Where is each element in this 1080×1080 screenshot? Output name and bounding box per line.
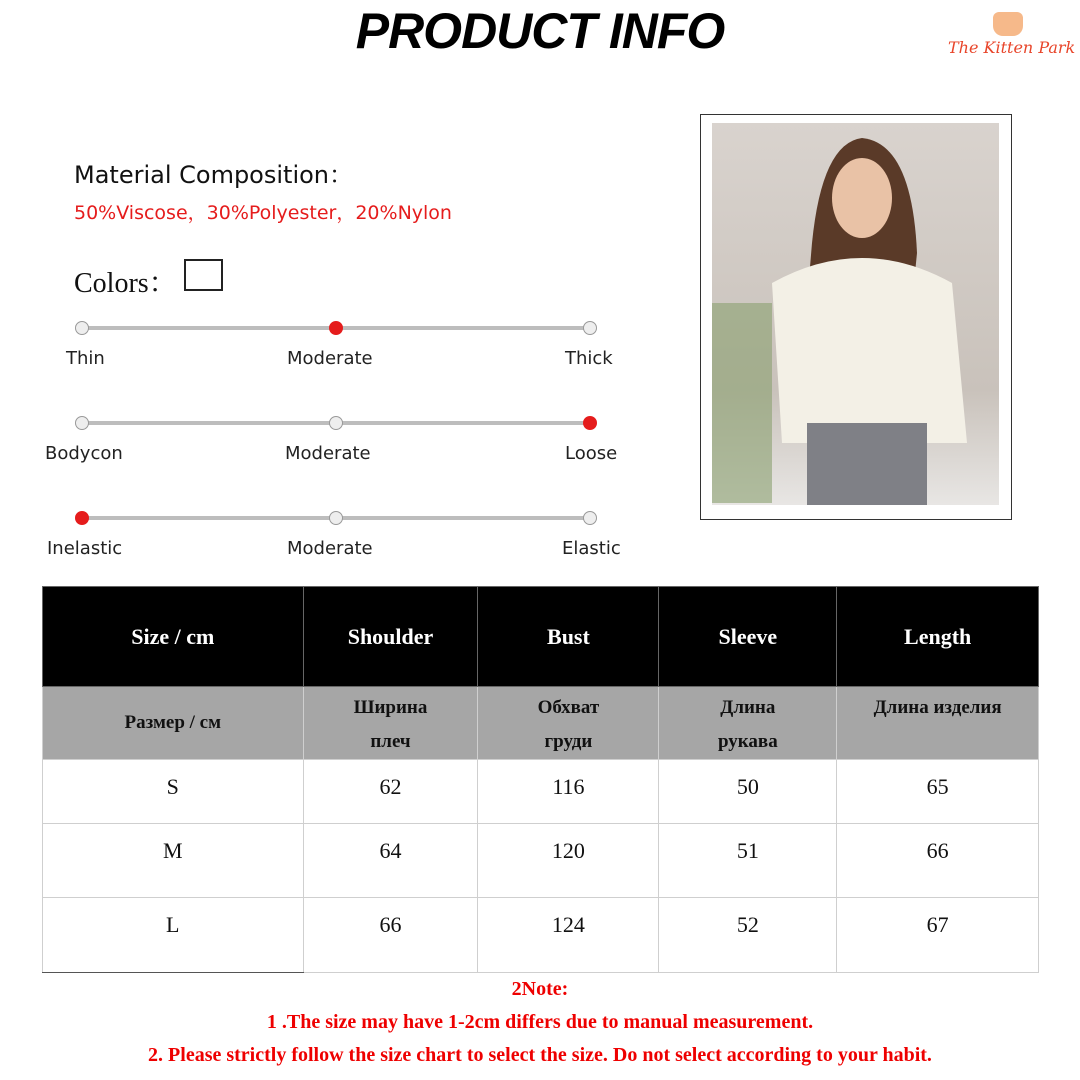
scale-dot	[583, 321, 597, 335]
scale-label: Moderate	[285, 443, 371, 464]
notes-title: 2Note:	[511, 978, 569, 1000]
cell: M	[43, 824, 304, 898]
page-title: PRODUCT INFO	[355, 3, 725, 59]
scale-bar	[82, 516, 590, 520]
header-cell: Sleeve	[659, 587, 837, 687]
table-row	[43, 824, 1039, 898]
cell: 116	[478, 760, 659, 824]
scale-label: Inelastic	[47, 538, 123, 559]
scale-dot	[329, 511, 343, 525]
scale-dot	[329, 416, 343, 430]
subheader-row	[43, 687, 1039, 760]
scale-label: Thin	[66, 348, 105, 369]
scale-dot	[75, 321, 89, 335]
cell: 120	[478, 824, 659, 898]
product-photo	[712, 123, 999, 505]
scale-dot-selected	[75, 511, 89, 525]
logo-text: The Kitten Park	[948, 38, 1076, 57]
scale-bar	[82, 326, 590, 330]
scale-dot-selected	[329, 321, 343, 335]
note-line: 2. Please strictly follow the size chart to select the size. Do not select according to your habit.	[148, 1044, 932, 1066]
note-line: 1 .The size may have 1-2cm differs due to manual measurement.	[266, 1011, 814, 1033]
material-label: Material Composition：	[74, 161, 354, 189]
scale-label: Moderate	[287, 538, 373, 559]
cell: 51	[659, 824, 837, 898]
scale-dot	[75, 416, 89, 430]
cell: 65	[837, 760, 1039, 824]
cell: 52	[659, 898, 837, 973]
cell: L	[43, 898, 304, 973]
header-cell: Length	[837, 587, 1039, 687]
scale-label: Bodycon	[45, 443, 123, 464]
cell: 50	[659, 760, 837, 824]
subheader-cell: Обхват груди	[478, 687, 659, 760]
scale-bar	[82, 421, 590, 425]
color-swatch-white	[184, 259, 223, 291]
cell: 66	[303, 898, 478, 973]
size-chart	[42, 586, 1039, 973]
scale-label: Loose	[565, 443, 618, 464]
header-row	[43, 587, 1039, 687]
header-cell: Size / cm	[43, 587, 304, 687]
material-value: 50%Viscose，30%Polyester，20%Nylon	[74, 202, 452, 224]
table-row	[43, 760, 1039, 824]
cell: 64	[303, 824, 478, 898]
subheader-cell: Длина изделия	[837, 687, 1039, 760]
scale-dot	[583, 511, 597, 525]
scale-label: Moderate	[287, 348, 373, 369]
subheader-cell: Ширина плеч	[303, 687, 478, 760]
brand-logo	[948, 12, 1076, 72]
cell: 67	[837, 898, 1039, 973]
cat-icon	[993, 12, 1023, 36]
scale-label: Elastic	[562, 538, 621, 559]
table-row	[43, 898, 1039, 973]
colors-label: Colors：	[74, 268, 177, 299]
header-cell: Bust	[478, 587, 659, 687]
scale-label: Thick	[565, 348, 613, 369]
subheader-cell: Размер / см	[43, 687, 304, 760]
cell: 66	[837, 824, 1039, 898]
subheader-cell: Длина рукава	[659, 687, 837, 760]
cell: 124	[478, 898, 659, 973]
scale-dot-selected	[583, 416, 597, 430]
cell: S	[43, 760, 304, 824]
header-cell: Shoulder	[303, 587, 478, 687]
cell: 62	[303, 760, 478, 824]
notes	[0, 978, 1080, 1077]
